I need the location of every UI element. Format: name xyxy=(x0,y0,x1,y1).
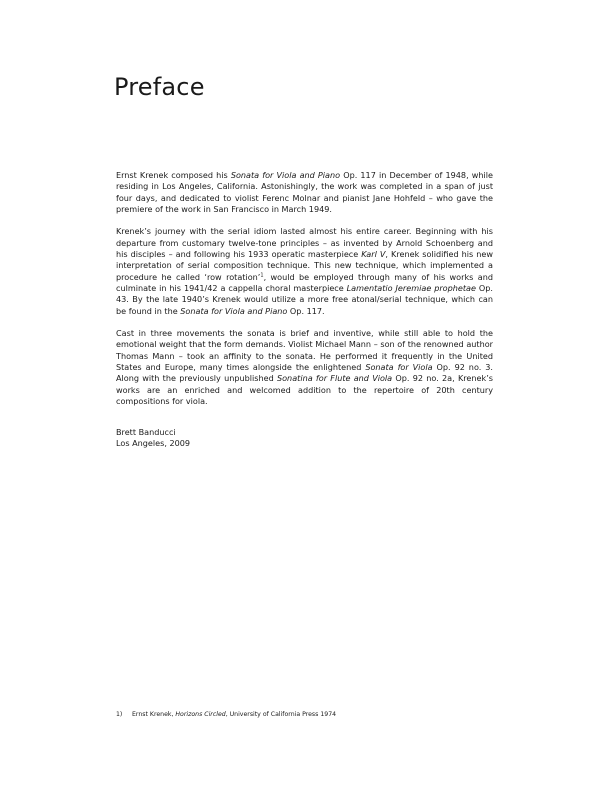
text-run: Op. 117 in December of 1948, while residing in Los Angeles, California. Astonishingly, the work was completed in a span of just four days, and dedicated to violist Ferenc Molnar and pianist Jane Hohfeld – who gave the premiere of the work in San Francisco in March 1949. xyxy=(116,170,493,214)
work-title: Sonata for Viola and Piano xyxy=(230,170,341,180)
work-title: Sonata for Viola xyxy=(365,362,433,373)
footnote-number: 1) xyxy=(116,711,123,718)
work-title: Sonata for Viola and Piano xyxy=(180,305,288,316)
preface-body xyxy=(116,170,493,419)
place-date: Los Angeles, 2009 xyxy=(116,438,191,449)
text-run: Cast in three movements the sonata is brief and inventive, while still able to hold the emotional weight that the form demands. Violist Michael Mann – son of the renowned author Thomas Mann – took an affinity to the sonata. He performed it frequently in the United States and Europe, many times alongside the enlightened xyxy=(116,328,493,373)
text-run: Op. 117. xyxy=(287,305,325,316)
paragraph-2 xyxy=(116,226,493,316)
page-title: Preface xyxy=(114,73,205,101)
text-run: , would be employed through many of his works and culminate in his 1941/42 a cappella choral masterpiece xyxy=(116,271,493,293)
text-run: Op. 92 no. 3. Along with the previously unpublished xyxy=(116,362,493,384)
footnote-author: Ernst Krenek, xyxy=(132,711,176,718)
text-run: Op. 92 no. 2a, Krenek’s works are an enriched and welcomed addition to the repertoire of 20th century compositions for viola. xyxy=(116,373,493,406)
signature-block xyxy=(116,427,190,450)
text-run: Krenek’s journey with the serial idiom lasted almost his entire career. Beginning with his departure from customary twelve-tone principles – as invented by Arnold Schoenberg and his disciples – and following his 1933 operatic masterpiece xyxy=(116,226,493,260)
work-title: Karl V xyxy=(361,249,386,260)
work-title: Sonatina for Flute and Viola xyxy=(276,373,393,384)
paragraph-1 xyxy=(116,170,493,215)
footnote-ref: 1 xyxy=(260,271,264,278)
text-run: Ernst Krenek composed his xyxy=(116,170,231,180)
text-run: Op. 43. By the late 1940’s Krenek would utilize a more free atonal/serial technique, which can be found in the xyxy=(116,282,494,316)
text-run: , Krenek solidified his new interpretation of serial composition technique. This new technique, which implemented a procedure he called ‘row rotation’ xyxy=(116,249,493,282)
author-name: Brett Banducci xyxy=(116,427,176,437)
work-title: Lamentatio Jeremiae prophetae xyxy=(346,282,476,293)
footnote-publisher: , University of California Press 1974 xyxy=(225,711,337,718)
footnote-work-title: Horizons Circled xyxy=(175,711,226,718)
paragraph-3 xyxy=(116,328,493,407)
footnote xyxy=(116,711,336,719)
